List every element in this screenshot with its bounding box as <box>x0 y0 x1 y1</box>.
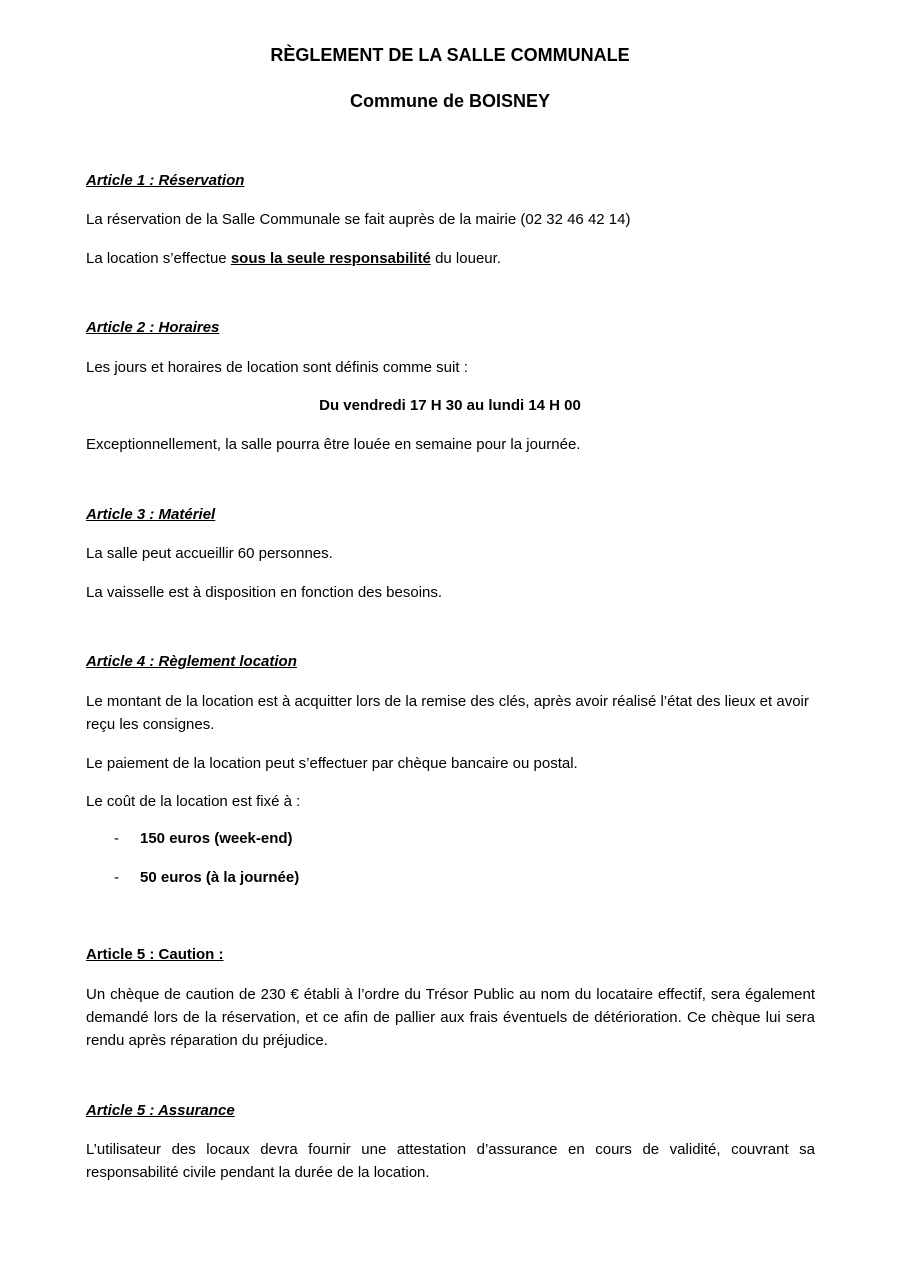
price-day: 50 euros (à la journée) <box>140 869 300 886</box>
article-2-heading: Article 2 : Horaires <box>86 319 220 336</box>
article-4-paragraph-3: Le coût de la location est fixé à : <box>86 793 301 810</box>
article-1-paragraph-1: La réservation de la Salle Communale se fait auprès de la mairie (02 32 46 42 14) <box>86 211 631 228</box>
page-subtitle: Commune de BOISNEY <box>349 91 551 111</box>
article-5-insurance-paragraph: L’utilisateur des locaux devra fournir une attestation d’assurance en cours de validité, couvrant sa responsabilité civile pendant la durée de la location. <box>86 1141 815 1181</box>
article-1-p2-post: du loueur. <box>430 250 501 267</box>
article-2-paragraph-1: Les jours et horaires de location sont définis comme suit : <box>86 359 468 376</box>
list-dash: - <box>114 830 119 847</box>
article-3-paragraph-1: La salle peut accueillir 60 personnes. <box>86 545 333 562</box>
page-title: RÈGLEMENT DE LA SALLE COMMUNALE <box>270 45 630 65</box>
article-1-p2-emphasis: sous la seule responsabilité <box>230 250 431 267</box>
article-4-heading: Article 4 : Règlement location <box>86 653 297 670</box>
article-5-caution-heading: Article 5 : Caution : <box>86 946 224 963</box>
article-5-insurance-heading: Article 5 : Assurance <box>86 1102 235 1119</box>
article-3-heading: Article 3 : Matériel <box>86 506 216 523</box>
article-2-schedule: Du vendredi 17 H 30 au lundi 14 H 00 <box>319 397 581 414</box>
price-list-item <box>114 830 293 847</box>
article-2-paragraph-2: Exceptionnellement, la salle pourra être louée en semaine pour la journée. <box>86 436 581 453</box>
article-5-caution-paragraph: Un chèque de caution de 230 € établi à l’ordre du Trésor Public au nom du locataire effectif, sera également demandé lors de la réservation, et ce afin de pallier aux frais éventuels de détérioration. Ce chèque lui sera rendu après réparation du préjudice. <box>86 986 815 1049</box>
article-4-paragraph-1: Le montant de la location est à acquitter lors de la remise des clés, après avoir réalisé l’état des lieux et avoir reçu les consignes. <box>86 693 809 733</box>
price-list-item <box>114 869 299 886</box>
article-1-paragraph-2 <box>86 247 815 270</box>
price-week-end: 150 euros (week-end) <box>140 830 293 847</box>
article-1-heading: Article 1 : Réservation <box>86 172 245 189</box>
article-1-p2-pre: La location s’effectue <box>86 250 231 267</box>
list-dash: - <box>114 869 119 886</box>
article-4-paragraph-2: Le paiement de la location peut s’effectuer par chèque bancaire ou postal. <box>86 755 578 772</box>
article-3-paragraph-2: La vaisselle est à disposition en fonction des besoins. <box>86 584 443 601</box>
